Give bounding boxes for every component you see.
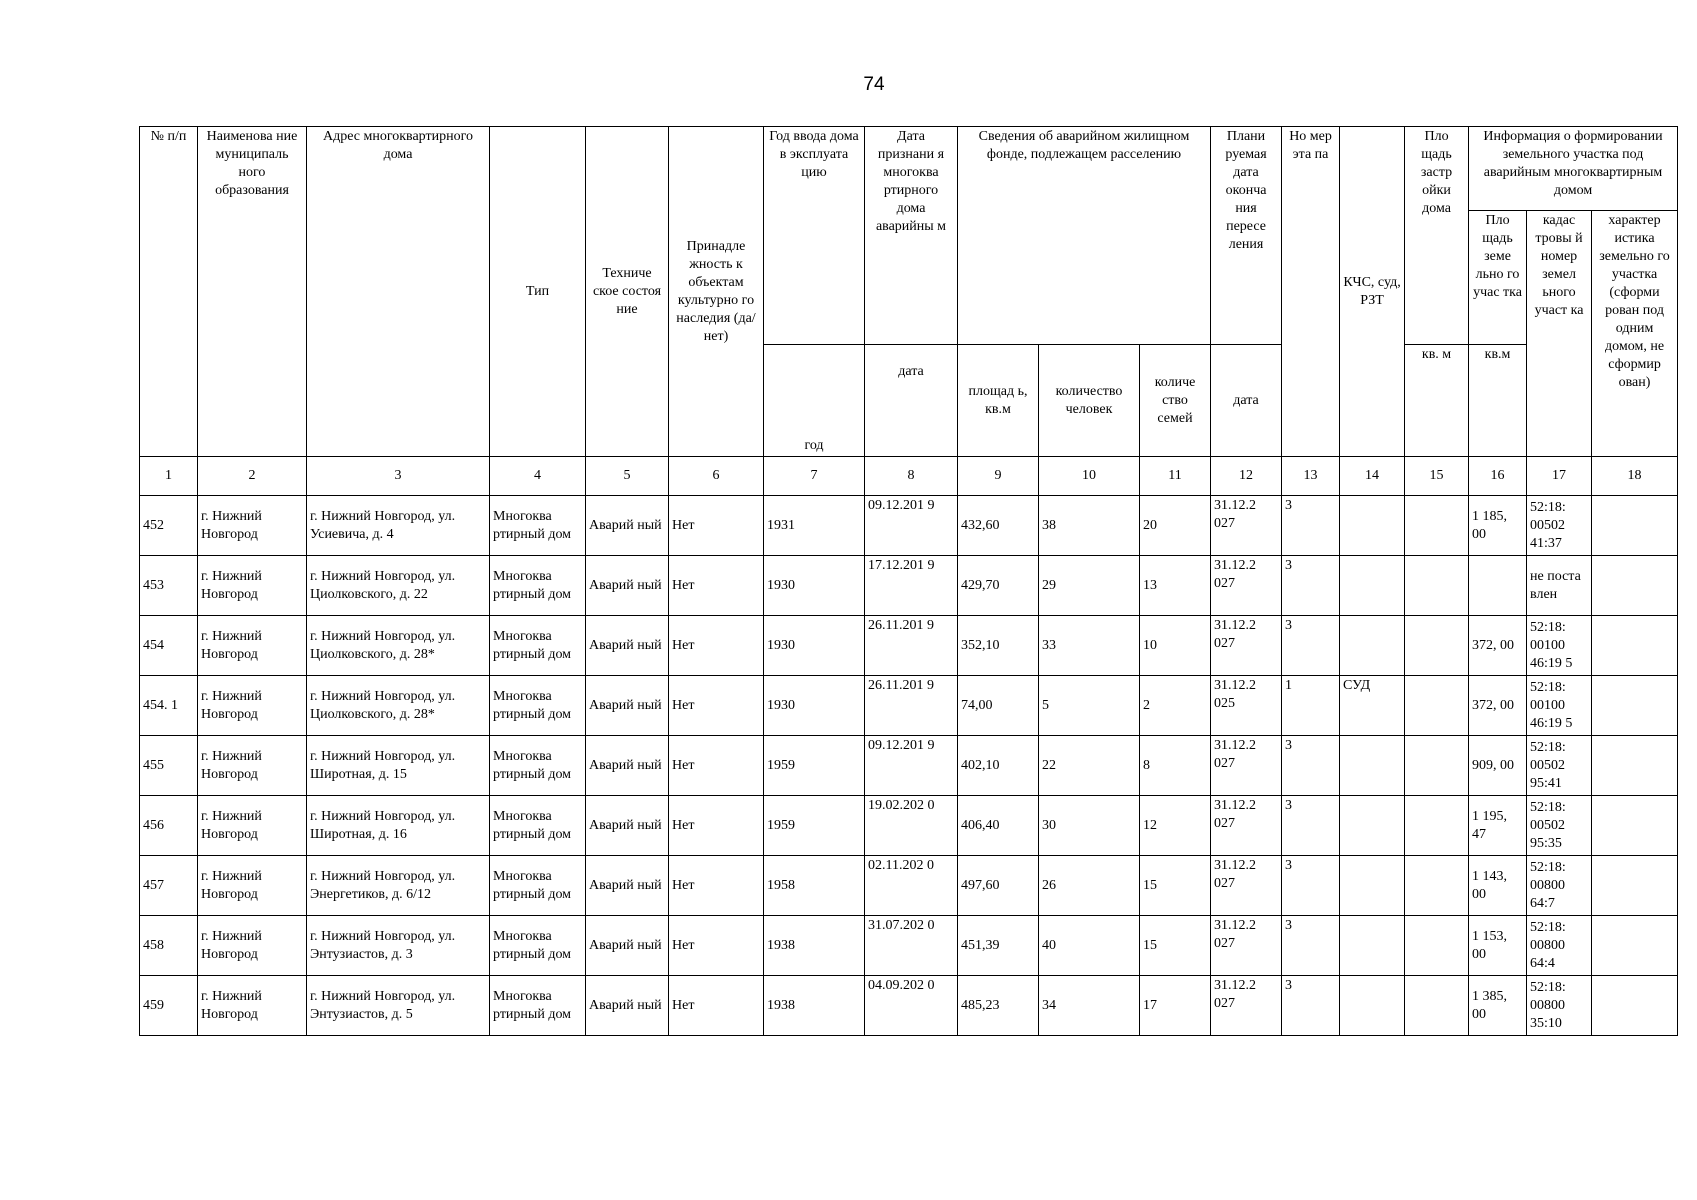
header-families: количе ство семей — [1140, 345, 1211, 457]
building-area-cell — [1405, 796, 1469, 856]
column-number: 4 — [490, 457, 586, 496]
header-kchs: КЧС, суд, РЗТ — [1340, 127, 1405, 457]
families-cell: 20 — [1140, 496, 1211, 556]
planned-date-cell: 31.12.2 027 — [1211, 496, 1282, 556]
column-number: 3 — [307, 457, 490, 496]
stage-cell: 3 — [1282, 616, 1340, 676]
people-cell: 22 — [1039, 736, 1140, 796]
table-row — [140, 796, 1678, 856]
header-land-area: Пло щадь земе льно го учас тка — [1469, 211, 1527, 345]
kchs-cell: СУД — [1340, 676, 1405, 736]
area-cell: 406,40 — [958, 796, 1039, 856]
type-cell: Многоква ртирный дом — [490, 676, 586, 736]
year-cell: 1931 — [764, 496, 865, 556]
stage-cell: 3 — [1282, 856, 1340, 916]
kchs-cell — [1340, 556, 1405, 616]
header-land-characteristic: характер истика земельно го участка (сформи рован под одним домом, не сформир ован) — [1592, 211, 1678, 457]
stage-cell: 3 — [1282, 736, 1340, 796]
building-area-cell — [1405, 976, 1469, 1036]
recognition-date-cell: 26.11.201 9 — [865, 616, 958, 676]
row-number: 456 — [140, 796, 198, 856]
building-area-cell — [1405, 556, 1469, 616]
header-number: № п/п — [140, 127, 198, 457]
row-number: 453 — [140, 556, 198, 616]
stage-cell: 3 — [1282, 496, 1340, 556]
municipality-cell: г. Нижний Новгород — [198, 736, 307, 796]
table-row — [140, 556, 1678, 616]
row-number: 455 — [140, 736, 198, 796]
families-cell: 8 — [1140, 736, 1211, 796]
type-cell: Многоква ртирный дом — [490, 556, 586, 616]
municipality-cell: г. Нижний Новгород — [198, 976, 307, 1036]
stage-cell: 3 — [1282, 916, 1340, 976]
building-area-cell — [1405, 676, 1469, 736]
planned-date-cell: 31.12.2 027 — [1211, 556, 1282, 616]
type-cell: Многоква ртирный дом — [490, 856, 586, 916]
people-cell: 34 — [1039, 976, 1140, 1036]
header-building-area-unit: кв. м — [1405, 345, 1469, 457]
heritage-cell: Нет — [669, 676, 764, 736]
year-cell: 1930 — [764, 556, 865, 616]
header-land-plot-group: Информация о формировании земельного участка под аварийным многоквартирным домом — [1469, 127, 1678, 211]
address-cell: г. Нижний Новгород, ул. Энтузиастов, д. 5 — [307, 976, 490, 1036]
year-cell: 1958 — [764, 856, 865, 916]
land-characteristic-cell — [1592, 976, 1678, 1036]
recognition-date-cell: 09.12.201 9 — [865, 496, 958, 556]
heritage-cell: Нет — [669, 616, 764, 676]
heritage-cell: Нет — [669, 916, 764, 976]
stage-cell: 1 — [1282, 676, 1340, 736]
table-row — [140, 736, 1678, 796]
state-cell: Аварий ный — [586, 736, 669, 796]
cadastral-number-cell: 52:18: 00502 95:35 — [1527, 796, 1592, 856]
land-characteristic-cell — [1592, 856, 1678, 916]
year-cell: 1938 — [764, 916, 865, 976]
stage-cell: 3 — [1282, 796, 1340, 856]
municipality-cell: г. Нижний Новгород — [198, 676, 307, 736]
year-cell: 1930 — [764, 676, 865, 736]
area-cell: 451,39 — [958, 916, 1039, 976]
state-cell: Аварий ный — [586, 496, 669, 556]
header-year-sub: год — [764, 345, 865, 457]
address-cell: г. Нижний Новгород, ул. Циолковского, д. 28* — [307, 676, 490, 736]
row-number: 457 — [140, 856, 198, 916]
recognition-date-cell: 04.09.202 0 — [865, 976, 958, 1036]
address-cell: г. Нижний Новгород, ул. Широтная, д. 16 — [307, 796, 490, 856]
land-characteristic-cell — [1592, 736, 1678, 796]
column-number: 8 — [865, 457, 958, 496]
land-area-cell: 372, 00 — [1469, 676, 1527, 736]
land-area-cell: 1 385, 00 — [1469, 976, 1527, 1036]
header-municipality: Наименова ние муниципаль ного образования — [198, 127, 307, 457]
kchs-cell — [1340, 736, 1405, 796]
address-cell: г. Нижний Новгород, ул. Широтная, д. 15 — [307, 736, 490, 796]
table-row — [140, 856, 1678, 916]
cadastral-number-cell: 52:18: 00800 64:4 — [1527, 916, 1592, 976]
area-cell: 429,70 — [958, 556, 1039, 616]
recognition-date-cell: 17.12.201 9 — [865, 556, 958, 616]
planned-date-cell: 31.12.2 027 — [1211, 616, 1282, 676]
state-cell: Аварий ный — [586, 796, 669, 856]
municipality-cell: г. Нижний Новгород — [198, 556, 307, 616]
state-cell: Аварий ный — [586, 976, 669, 1036]
recognition-date-cell: 26.11.201 9 — [865, 676, 958, 736]
row-number: 458 — [140, 916, 198, 976]
header-stage: Но мер эта па — [1282, 127, 1340, 457]
heritage-cell: Нет — [669, 736, 764, 796]
municipality-cell: г. Нижний Новгород — [198, 916, 307, 976]
state-cell: Аварий ный — [586, 676, 669, 736]
families-cell: 2 — [1140, 676, 1211, 736]
row-number: 454. 1 — [140, 676, 198, 736]
municipality-cell: г. Нижний Новгород — [198, 496, 307, 556]
stage-cell: 3 — [1282, 976, 1340, 1036]
families-cell: 12 — [1140, 796, 1211, 856]
header-people: количество человек — [1039, 345, 1140, 457]
municipality-cell: г. Нижний Новгород — [198, 616, 307, 676]
type-cell: Многоква ртирный дом — [490, 736, 586, 796]
people-cell: 5 — [1039, 676, 1140, 736]
land-characteristic-cell — [1592, 916, 1678, 976]
header-heritage: Принадле жность к объектам культурно го наследия (да/нет) — [669, 127, 764, 457]
kchs-cell — [1340, 856, 1405, 916]
land-characteristic-cell — [1592, 616, 1678, 676]
row-number: 459 — [140, 976, 198, 1036]
header-land-area-unit: кв.м — [1469, 345, 1527, 457]
planned-date-cell: 31.12.2 025 — [1211, 676, 1282, 736]
table-row — [140, 916, 1678, 976]
land-characteristic-cell — [1592, 496, 1678, 556]
address-cell: г. Нижний Новгород, ул. Энтузиастов, д. 3 — [307, 916, 490, 976]
header-plan-date-sub: дата — [1211, 345, 1282, 457]
header-date-sub: дата — [865, 345, 958, 457]
header-emergency-fund-group: Сведения об аварийном жилищном фонде, подлежащем расселению — [958, 127, 1211, 345]
address-cell: г. Нижний Новгород, ул. Усиевича, д. 4 — [307, 496, 490, 556]
kchs-cell — [1340, 976, 1405, 1036]
planned-date-cell: 31.12.2 027 — [1211, 736, 1282, 796]
table-row — [140, 496, 1678, 556]
families-cell: 17 — [1140, 976, 1211, 1036]
state-cell: Аварий ный — [586, 616, 669, 676]
building-area-cell — [1405, 856, 1469, 916]
header-building-area: Пло щадь застр ойки дома — [1405, 127, 1469, 345]
municipality-cell: г. Нижний Новгород — [198, 856, 307, 916]
cadastral-number-cell: 52:18: 00502 41:37 — [1527, 496, 1592, 556]
header-address: Адрес многоквартирного дома — [307, 127, 490, 457]
area-cell: 497,60 — [958, 856, 1039, 916]
header-area: площад ь, кв.м — [958, 345, 1039, 457]
building-area-cell — [1405, 736, 1469, 796]
people-cell: 30 — [1039, 796, 1140, 856]
planned-date-cell: 31.12.2 027 — [1211, 916, 1282, 976]
people-cell: 29 — [1039, 556, 1140, 616]
cadastral-number-cell: 52:18: 00100 46:19 5 — [1527, 616, 1592, 676]
header-cadastral-number: кадас тровы й номер земел ьного участ ка — [1527, 211, 1592, 457]
type-cell: Многоква ртирный дом — [490, 796, 586, 856]
column-number: 5 — [586, 457, 669, 496]
header-recognition-date: Дата признани я многоква ртирного дома аварийны м — [865, 127, 958, 345]
column-number: 9 — [958, 457, 1039, 496]
land-area-cell: 1 195, 47 — [1469, 796, 1527, 856]
land-characteristic-cell — [1592, 556, 1678, 616]
table-body — [140, 496, 1678, 1036]
kchs-cell — [1340, 496, 1405, 556]
building-area-cell — [1405, 496, 1469, 556]
families-cell: 15 — [1140, 916, 1211, 976]
page-number: 74 — [863, 74, 885, 95]
state-cell: Аварий ный — [586, 856, 669, 916]
table-row — [140, 616, 1678, 676]
kchs-cell — [1340, 616, 1405, 676]
type-cell: Многоква ртирный дом — [490, 616, 586, 676]
cadastral-number-cell: 52:18: 00800 64:7 — [1527, 856, 1592, 916]
column-number: 14 — [1340, 457, 1405, 496]
type-cell: Многоква ртирный дом — [490, 916, 586, 976]
type-cell: Многоква ртирный дом — [490, 976, 586, 1036]
people-cell: 33 — [1039, 616, 1140, 676]
recognition-date-cell: 19.02.202 0 — [865, 796, 958, 856]
address-cell: г. Нижний Новгород, ул. Циолковского, д. 22 — [307, 556, 490, 616]
families-cell: 15 — [1140, 856, 1211, 916]
people-cell: 26 — [1039, 856, 1140, 916]
building-area-cell — [1405, 916, 1469, 976]
kchs-cell — [1340, 916, 1405, 976]
column-number: 10 — [1039, 457, 1140, 496]
kchs-cell — [1340, 796, 1405, 856]
address-cell: г. Нижний Новгород, ул. Энергетиков, д. 6/12 — [307, 856, 490, 916]
stage-cell: 3 — [1282, 556, 1340, 616]
year-cell: 1959 — [764, 796, 865, 856]
heritage-cell: Нет — [669, 496, 764, 556]
heritage-cell: Нет — [669, 976, 764, 1036]
families-cell: 13 — [1140, 556, 1211, 616]
state-cell: Аварий ный — [586, 916, 669, 976]
emergency-housing-table — [139, 126, 1678, 1036]
column-number: 12 — [1211, 457, 1282, 496]
column-number: 15 — [1405, 457, 1469, 496]
type-cell: Многоква ртирный дом — [490, 496, 586, 556]
header-tech-state: Техниче ское состоя ние — [586, 127, 669, 457]
cadastral-number-cell: 52:18: 00100 46:19 5 — [1527, 676, 1592, 736]
cadastral-number-cell: 52:18: 00502 95:41 — [1527, 736, 1592, 796]
area-cell: 352,10 — [958, 616, 1039, 676]
recognition-date-cell: 02.11.202 0 — [865, 856, 958, 916]
column-number: 6 — [669, 457, 764, 496]
column-number: 7 — [764, 457, 865, 496]
area-cell: 432,60 — [958, 496, 1039, 556]
recognition-date-cell: 31.07.202 0 — [865, 916, 958, 976]
column-number: 2 — [198, 457, 307, 496]
column-number: 17 — [1527, 457, 1592, 496]
column-number: 1 — [140, 457, 198, 496]
address-cell: г. Нижний Новгород, ул. Циолковского, д. 28* — [307, 616, 490, 676]
table-row — [140, 976, 1678, 1036]
planned-date-cell: 31.12.2 027 — [1211, 976, 1282, 1036]
heritage-cell: Нет — [669, 556, 764, 616]
heritage-cell: Нет — [669, 796, 764, 856]
row-number: 452 — [140, 496, 198, 556]
land-area-cell: 372, 00 — [1469, 616, 1527, 676]
land-characteristic-cell — [1592, 676, 1678, 736]
column-number-row — [140, 457, 1678, 496]
building-area-cell — [1405, 616, 1469, 676]
planned-date-cell: 31.12.2 027 — [1211, 856, 1282, 916]
land-area-cell: 909, 00 — [1469, 736, 1527, 796]
table-row — [140, 676, 1678, 736]
cadastral-number-cell: не поста влен — [1527, 556, 1592, 616]
land-area-cell — [1469, 556, 1527, 616]
header-year-built: Год ввода дома в эксплуата цию — [764, 127, 865, 345]
planned-date-cell: 31.12.2 027 — [1211, 796, 1282, 856]
column-number: 18 — [1592, 457, 1678, 496]
header-type: Тип — [490, 127, 586, 457]
municipality-cell: г. Нижний Новгород — [198, 796, 307, 856]
column-number: 13 — [1282, 457, 1340, 496]
row-number: 454 — [140, 616, 198, 676]
header-planned-date: Плани руемая дата оконча ния пересе ления — [1211, 127, 1282, 345]
year-cell: 1938 — [764, 976, 865, 1036]
area-cell: 402,10 — [958, 736, 1039, 796]
land-area-cell: 1 153, 00 — [1469, 916, 1527, 976]
area-cell: 74,00 — [958, 676, 1039, 736]
land-area-cell: 1 143, 00 — [1469, 856, 1527, 916]
recognition-date-cell: 09.12.201 9 — [865, 736, 958, 796]
column-number: 11 — [1140, 457, 1211, 496]
heritage-cell: Нет — [669, 856, 764, 916]
year-cell: 1930 — [764, 616, 865, 676]
area-cell: 485,23 — [958, 976, 1039, 1036]
families-cell: 10 — [1140, 616, 1211, 676]
people-cell: 38 — [1039, 496, 1140, 556]
people-cell: 40 — [1039, 916, 1140, 976]
state-cell: Аварий ный — [586, 556, 669, 616]
column-number: 16 — [1469, 457, 1527, 496]
land-characteristic-cell — [1592, 796, 1678, 856]
year-cell: 1959 — [764, 736, 865, 796]
cadastral-number-cell: 52:18: 00800 35:10 — [1527, 976, 1592, 1036]
land-area-cell: 1 185, 00 — [1469, 496, 1527, 556]
